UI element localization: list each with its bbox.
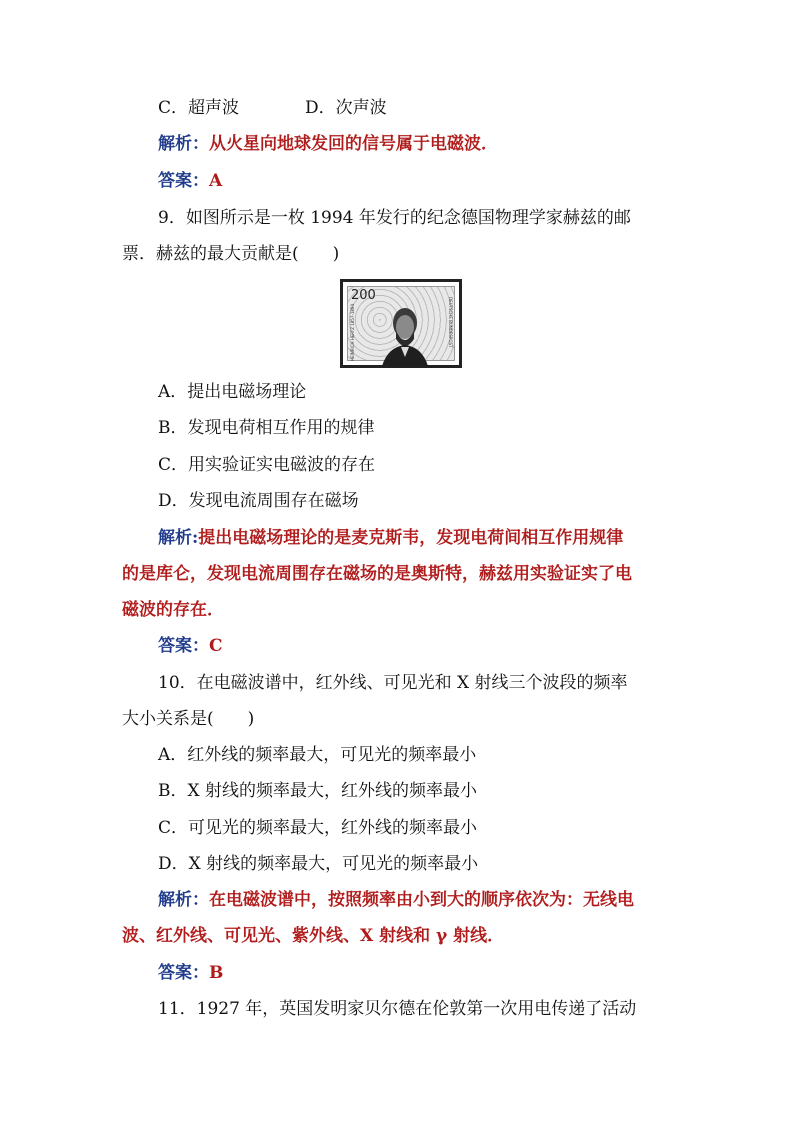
- q10-option-a: A．红外线的频率最大，可见光的频率最小: [158, 745, 477, 765]
- q8-options-row: [158, 97, 387, 119]
- q9-analysis-label: 解析:: [158, 528, 199, 548]
- q9-analysis-line2: 的是库仑，发现电流周围存在磁场的是奥斯特，赫兹用实验证实了电: [122, 564, 632, 584]
- q9-stem-line1: 9．如图所示是一枚 1994 年发行的纪念德国物理学家赫兹的邮: [158, 208, 631, 228]
- q8-answer-value: A: [209, 171, 223, 191]
- q8-answer: [158, 170, 222, 192]
- stamp-value: 200: [351, 288, 376, 303]
- q10-answer: [158, 962, 223, 984]
- q9-option-d: D．发现电流周围存在磁场: [158, 491, 359, 511]
- hertz-portrait: [348, 287, 460, 366]
- q10-option-c: C．可见光的频率最大，红外线的频率最小: [158, 818, 478, 838]
- q8-answer-label: 答案：: [158, 171, 209, 191]
- q9-answer-label: 答案：: [158, 636, 209, 656]
- q8-analysis-text: 从火星向地球发回的信号属于电磁波．: [209, 134, 498, 154]
- hertz-stamp-image: [340, 279, 462, 368]
- q9-analysis-text1: 提出电磁场理论的是麦克斯韦，发现电荷间相互作用规律: [198, 528, 624, 548]
- q9-analysis-line3: 磁波的存在．: [122, 600, 224, 620]
- q9-answer: [158, 635, 223, 657]
- stamp-name-text: HEINRICH HERTZ 1857-1894: [350, 303, 355, 361]
- q8-option-d: D．次声波: [305, 98, 387, 118]
- q10-answer-value: B: [209, 963, 224, 983]
- q10-analysis-line1: [158, 889, 634, 911]
- q9-answer-value: C: [209, 636, 223, 656]
- q10-stem-line1: 10．在电磁波谱中，红外线、可见光和 X 射线三个波段的频率: [158, 673, 628, 693]
- q9-option-a: A．提出电磁场理论: [158, 382, 307, 402]
- q9-stem-line2: 票．赫兹的最大贡献是( ): [122, 244, 340, 264]
- q10-option-b: B．X 射线的频率最大，红外线的频率最小: [158, 781, 477, 801]
- q10-stem-line2: 大小关系是( ): [122, 709, 255, 729]
- q9-option-c: C．用实验证实电磁波的存在: [158, 455, 376, 475]
- q9-analysis-line1: [158, 527, 623, 549]
- q8-option-c: C．超声波: [158, 98, 240, 118]
- q11-stem-line1: 11．1927 年，英国发明家贝尔德在伦敦第一次用电传递了活动: [158, 999, 637, 1019]
- q10-analysis-line2: 波、红外线、可见光、紫外线、X 射线和 γ 射线．: [122, 926, 505, 946]
- q9-option-b: B．发现电荷相互作用的规律: [158, 418, 375, 438]
- q8-analysis: [158, 133, 498, 155]
- q10-analysis-text1: 在电磁波谱中，按照频率由小到大的顺序依次为：无线电: [209, 890, 634, 910]
- q8-analysis-label: 解析：: [158, 134, 209, 154]
- q10-option-d: D．X 射线的频率最大，可见光的频率最小: [158, 854, 479, 874]
- stamp-side-text: DEUTSCHE BUNDESPOST: [448, 297, 453, 348]
- q10-analysis-label: 解析：: [158, 890, 209, 910]
- q10-answer-label: 答案：: [158, 963, 209, 983]
